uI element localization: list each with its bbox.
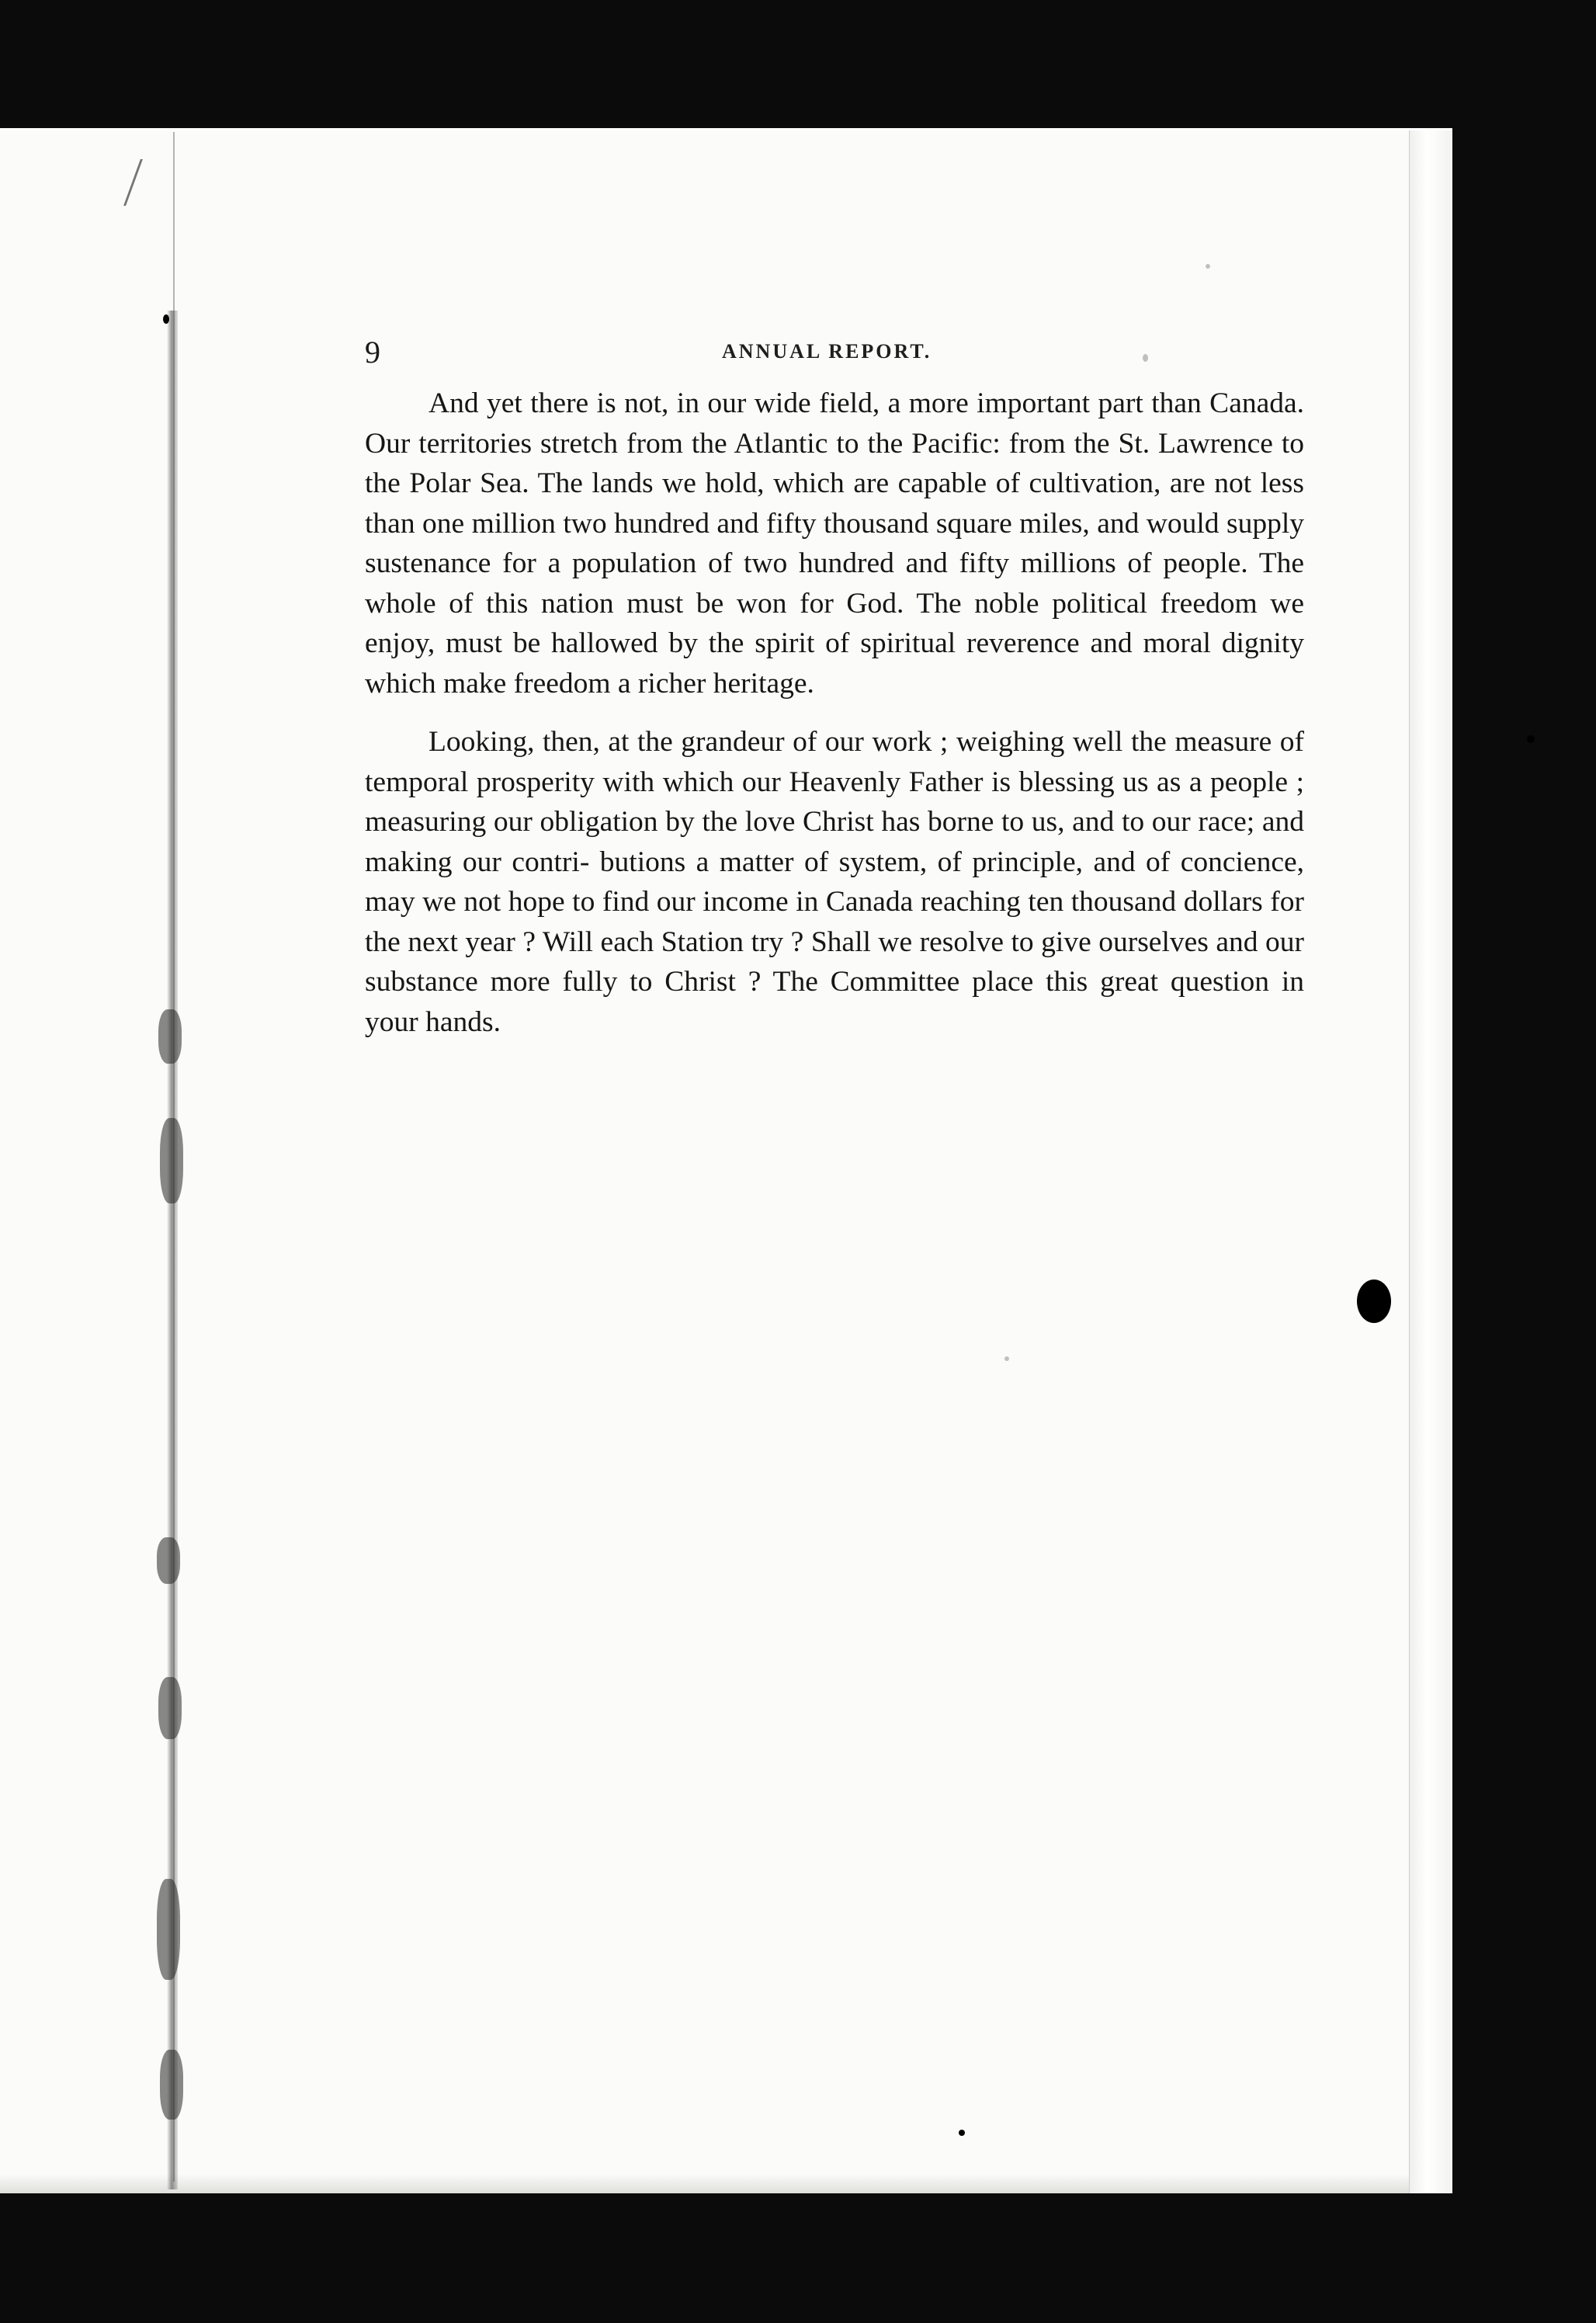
text-line: and moral dignity which make freedom a richer heritage. bbox=[365, 627, 1304, 700]
binding-smudge bbox=[157, 1537, 180, 1584]
text-line: Christ has borne to us, and to our race; and making our contri- bbox=[365, 806, 1305, 878]
binding-smudge bbox=[160, 2050, 183, 2120]
binding-smudges bbox=[152, 1009, 191, 2174]
paragraph bbox=[365, 722, 1304, 1042]
paragraph bbox=[365, 384, 1304, 703]
binding-smudge bbox=[158, 1677, 182, 1739]
text-line: resolve to give ourselves and our substance more fully to Christ ? bbox=[365, 925, 1304, 998]
ink-dot bbox=[959, 2130, 965, 2136]
text-line: And yet there is not, in our wide field, a more important part bbox=[428, 387, 1143, 419]
ink-dot bbox=[163, 314, 169, 324]
binding-smudge bbox=[158, 1009, 182, 1064]
text-line: are capable of cultivation, are not less than one million two hundred bbox=[365, 467, 1304, 540]
paper-speck bbox=[1004, 1356, 1009, 1361]
paper-speck bbox=[1206, 264, 1210, 269]
text-line: dollars for the next year ? Will each Station try ? Shall we bbox=[365, 886, 1304, 958]
page-header bbox=[365, 334, 1304, 373]
text-line: butions a matter of system, of principle, and of concience, may we bbox=[365, 846, 1304, 918]
binding-smudge bbox=[160, 1118, 183, 1203]
running-head: ANNUAL REPORT. bbox=[722, 340, 932, 363]
text-line: is blessing us as a people ; measuring our obligation by the love bbox=[365, 766, 1304, 838]
ink-dot bbox=[1357, 1280, 1391, 1323]
text-line: not hope to find our income in Canada reaching ten thousand bbox=[463, 886, 1177, 918]
text-line: population of two hundred and fifty millions of people. The whole bbox=[365, 547, 1304, 620]
page-bottom-shadow bbox=[0, 2174, 1409, 2193]
text-line: than Canada. Our territories stretch from the Atlantic to the Pacific: bbox=[365, 387, 1305, 460]
page-top-edge bbox=[0, 128, 1452, 130]
text-line: The Committee place this great question in your hands. bbox=[365, 966, 1304, 1038]
text-line: we enjoy, must be hallowed by the spirit of spiritual reverence bbox=[365, 587, 1304, 659]
text-line: the measure of temporal prosperity with which our Heavenly Father bbox=[365, 726, 1305, 798]
page-number: 9 bbox=[365, 335, 380, 370]
text-line: from the St. Lawrence to the Polar Sea. The lands we hold, which bbox=[365, 427, 1305, 499]
text-line: Looking, then, at the grandeur of our work ; weighing well bbox=[428, 726, 1123, 758]
text-line: and fifty thousand square miles, and would supply sustenance for a bbox=[365, 507, 1305, 579]
text-line: of this nation must be won for God. The noble political freedom bbox=[449, 587, 1258, 620]
binding-smudge bbox=[157, 1879, 180, 1980]
ink-dot bbox=[1527, 735, 1535, 743]
body-text bbox=[365, 384, 1304, 1042]
page-edge bbox=[1409, 128, 1452, 2193]
